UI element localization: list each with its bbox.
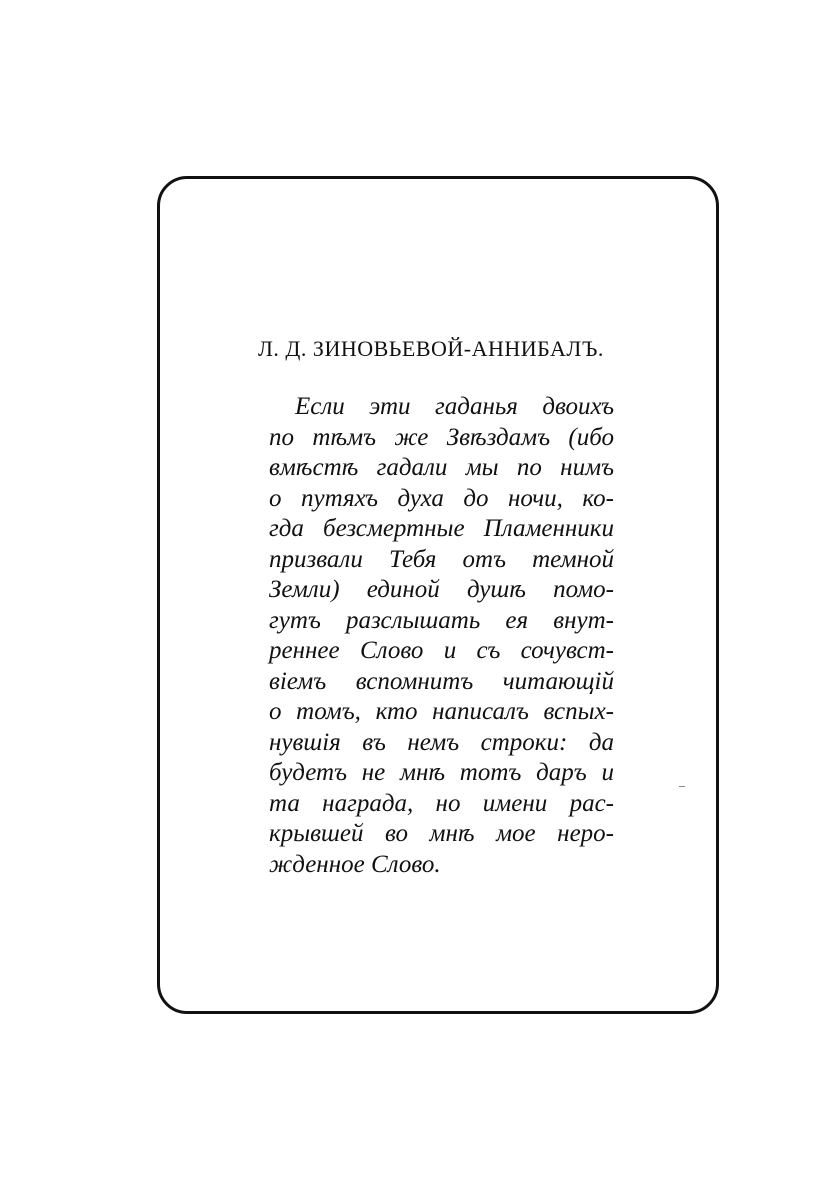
text-line: по тѣмъ же Звѣздамъ (ибо [269, 423, 614, 451]
text-line: Земли) единой душѣ помо- [269, 576, 614, 603]
text-line: та награда, но имени рас- [269, 789, 614, 817]
text-line: призвали Тебя отъ темной [269, 545, 614, 573]
text-line: нувшiя въ немъ строки: да [269, 728, 614, 756]
text-line: вiемъ вспомнитъ читающiй [269, 667, 614, 695]
text-line: реннее Слово и съ сочувст- [269, 637, 614, 664]
dedication-text [269, 392, 614, 880]
text-line: Если эти гаданья двоихъ [295, 393, 614, 420]
text-line: о путяхъ духа до ночи, ко- [269, 484, 614, 512]
text-line: крывшей во мнѣ мое неро- [269, 820, 614, 847]
text-line-last: жденное Слово. [269, 850, 441, 878]
text-line: гда безсмертные Пламенники [269, 515, 614, 542]
text-line: о томъ, кто написалъ вспых- [269, 698, 614, 725]
text-line: будетъ не мнѣ тотъ даръ и [269, 759, 614, 786]
text-line: вмѣстѣ гадали мы по нимъ [269, 454, 614, 481]
text-line: гутъ разслышать ея внут- [269, 606, 614, 634]
ink-speck [679, 786, 685, 787]
dedication-heading: Л. Д. ЗИНОВЬЕВОЙ-АННИБАЛЪ. [258, 336, 604, 361]
